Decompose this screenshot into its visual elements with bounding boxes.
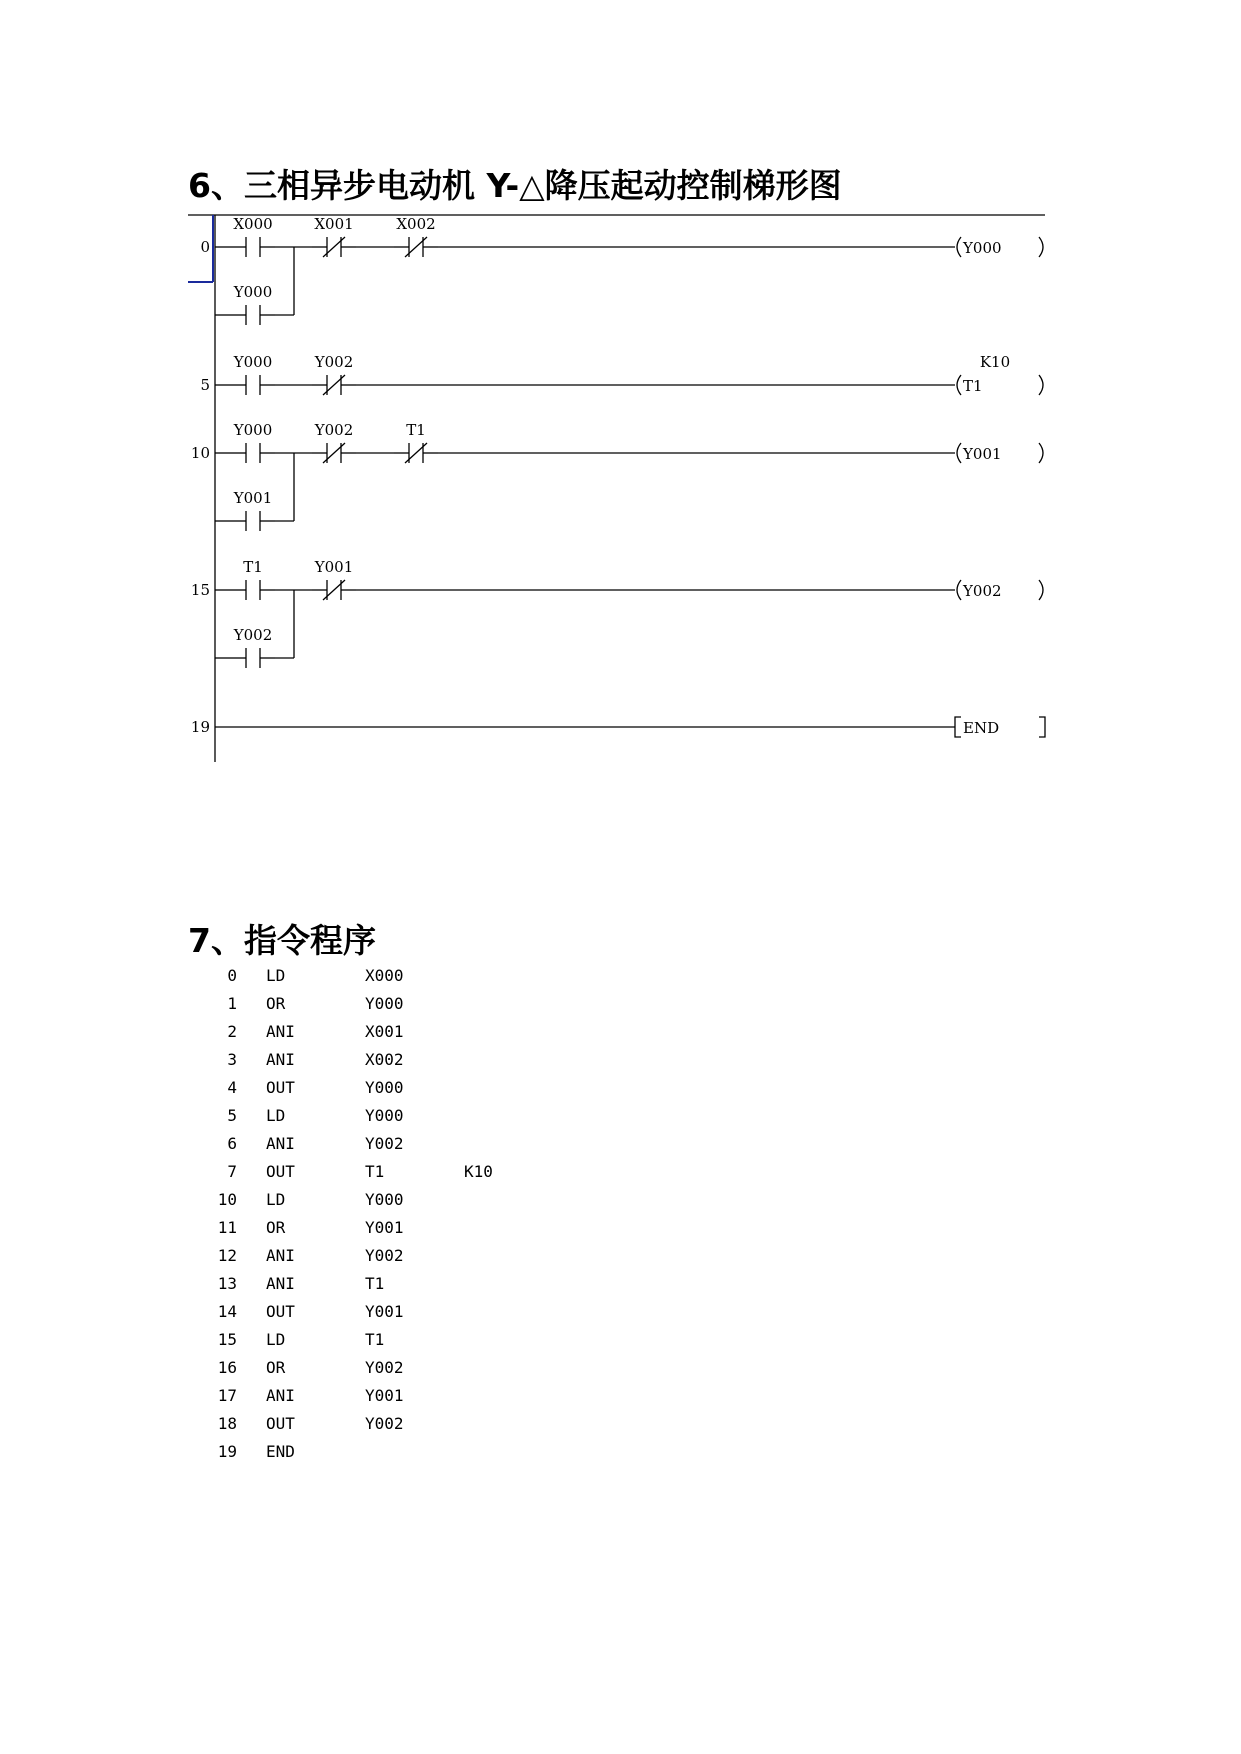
rung-15-coil-right	[1039, 580, 1043, 600]
rung-5-coil-right	[1039, 375, 1043, 395]
rung-10-coil-label: Y001	[963, 445, 1002, 463]
rung-15-coil-left	[957, 580, 961, 600]
rung-10-contact-1-label: Y002	[314, 421, 354, 439]
program-step-number: 4	[227, 1078, 237, 1097]
program-opcode: OUT	[266, 1162, 295, 1181]
program-step-number: 18	[217, 1414, 237, 1433]
rung-10-branch-contact-3-label: Y001	[233, 489, 273, 507]
rung-5-contact-0-label: Y000	[233, 353, 273, 371]
rung-19-coil-label: END	[963, 719, 1000, 737]
program-device: X001	[365, 1022, 404, 1041]
program-opcode: ANI	[266, 1022, 295, 1041]
program-opcode: ANI	[266, 1386, 295, 1405]
program-device: Y000	[365, 1078, 404, 1097]
rung-15-contact-0-label: T1	[243, 558, 263, 576]
program-step-number: 19	[217, 1442, 237, 1461]
program-device: Y000	[365, 1106, 404, 1125]
program-opcode: LD	[266, 1106, 286, 1125]
program-device: Y002	[365, 1246, 404, 1265]
ladder-diagram	[0, 0, 1241, 800]
program-step-number: 10	[217, 1190, 237, 1209]
program-opcode: ANI	[266, 1274, 295, 1293]
rung-5-step-number: 5	[200, 376, 210, 394]
program-device: Y002	[365, 1414, 404, 1433]
rung-10-contact-2-label: T1	[406, 421, 426, 439]
program-device: Y001	[365, 1302, 404, 1321]
rung-0-step-number: 0	[200, 238, 210, 256]
rung-10-coil-right	[1039, 443, 1043, 463]
rung-15-branch-contact-2-label: Y002	[233, 626, 273, 644]
program-device: Y001	[365, 1386, 404, 1405]
rung-0-contact-0-label: X000	[233, 215, 273, 233]
program-device: Y000	[365, 994, 404, 1013]
rung-0-contact-2-label: X002	[396, 215, 436, 233]
rung-0-contact-1-label: X001	[314, 215, 354, 233]
rung-0-branch-contact-3-label: Y000	[233, 283, 273, 301]
program-opcode: LD	[266, 1330, 286, 1349]
program-opcode: ANI	[266, 1050, 295, 1069]
rung-19-bracket-left	[955, 717, 961, 737]
program-constant: K10	[464, 1162, 493, 1181]
rung-19-step-number: 19	[190, 718, 210, 736]
rung-0-coil-right	[1039, 237, 1043, 257]
program-step-number: 7	[227, 1162, 237, 1181]
program-step-number: 13	[217, 1274, 237, 1293]
program-step-number: 0	[227, 966, 237, 985]
program-opcode: LD	[266, 966, 286, 985]
program-device: X000	[365, 966, 404, 985]
rung-0-coil-label: Y000	[963, 239, 1002, 257]
program-opcode: OR	[266, 994, 286, 1013]
rung-10-step-number: 10	[190, 444, 210, 462]
program-step-number: 3	[227, 1050, 237, 1069]
program-step-number: 12	[217, 1246, 237, 1265]
program-step-number: 6	[227, 1134, 237, 1153]
program-device: T1	[365, 1330, 385, 1349]
program-device: Y000	[365, 1190, 404, 1209]
program-opcode: OUT	[266, 1414, 295, 1433]
program-opcode: ANI	[266, 1134, 295, 1153]
program-step-number: 11	[217, 1218, 237, 1237]
program-device: Y002	[365, 1134, 404, 1153]
rung-5-contact-1-label: Y002	[314, 353, 354, 371]
program-step-number: 17	[217, 1386, 237, 1405]
program-device: Y002	[365, 1358, 404, 1377]
program-step-number: 5	[227, 1106, 237, 1125]
program-device: Y001	[365, 1218, 404, 1237]
program-opcode: OR	[266, 1218, 286, 1237]
rung-5-coil-label: T1	[963, 377, 983, 395]
program-opcode: OR	[266, 1358, 286, 1377]
section-6-title: 6、三相异步电动机 Y-△降压起动控制梯形图	[188, 166, 842, 205]
rung-19-bracket-right	[1039, 717, 1045, 737]
program-step-number: 16	[217, 1358, 237, 1377]
rung-15-coil-label: Y002	[963, 582, 1002, 600]
program-device: X002	[365, 1050, 404, 1069]
rung-10-coil-left	[957, 443, 961, 463]
program-opcode: OUT	[266, 1078, 295, 1097]
program-opcode: ANI	[266, 1246, 295, 1265]
program-opcode: END	[266, 1442, 295, 1461]
program-device: T1	[365, 1162, 385, 1181]
rung-10-contact-0-label: Y000	[233, 421, 273, 439]
program-device: T1	[365, 1274, 385, 1293]
program-step-number: 2	[227, 1022, 237, 1041]
rung-15-contact-1-label: Y001	[314, 558, 354, 576]
program-step-number: 14	[217, 1302, 237, 1321]
program-step-number: 15	[217, 1330, 237, 1349]
section-7-title: 7、指令程序	[188, 921, 376, 960]
program-step-number: 1	[227, 994, 237, 1013]
rung-5-coil-constant: K10	[979, 353, 1011, 371]
program-opcode: OUT	[266, 1302, 295, 1321]
rung-15-step-number: 15	[190, 581, 210, 599]
rung-0-coil-left	[957, 237, 961, 257]
program-opcode: LD	[266, 1190, 286, 1209]
rung-5-coil-left	[957, 375, 961, 395]
